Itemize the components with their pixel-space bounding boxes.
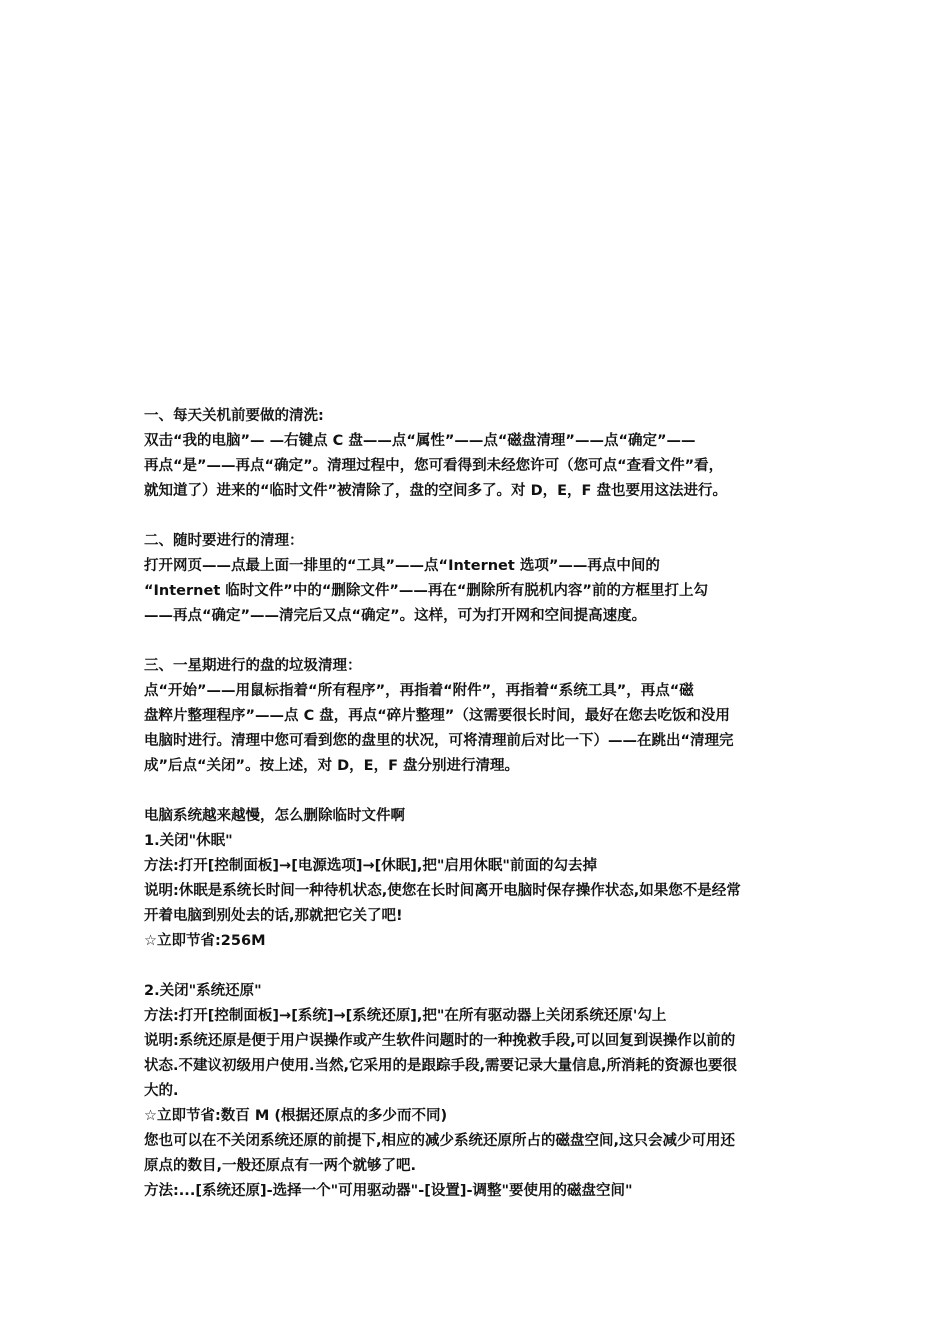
paragraph-gap	[144, 779, 814, 804]
paragraph-line: 您也可以在不关闭系统还原的前提下,相应的减少系统还原所占的磁盘空间,这只会减少可用还	[144, 1133, 736, 1149]
paragraph-line: 开着电脑到别处去的话,那就把它关了吧!	[144, 908, 403, 924]
item-title-hibernate: 1.关闭"休眠"	[144, 833, 233, 849]
paragraph-line: 状态.不建议初级用户使用.当然,它采用的是跟踪手段,需要记录大量信息,所消耗的资源也要很	[144, 1058, 738, 1074]
paragraph-line: 说明:休眠是系统长时间一种待机状态,使您在长时间离开电脑时保存操作状态,如果您不是经常	[144, 883, 741, 899]
savings-line: ☆立即节省:数百 M (根据还原点的多少而不同)	[144, 1108, 448, 1124]
paragraph-line: 打开网页——点最上面一排里的“工具”——点“Internet 选项”——再点中间的	[144, 558, 660, 574]
paragraph-line: 成”后点“关闭”。按上述，对 D，E，F 盘分别进行清理。	[144, 758, 520, 774]
section-heading-3: 三、一星期进行的盘的垃圾清理：	[144, 658, 362, 674]
section-heading-2: 二、随时要进行的清理：	[144, 533, 304, 549]
section-heading-4: 电脑系统越来越慢，怎么删除临时文件啊	[144, 808, 405, 824]
paragraph-line: 再点“是”——再点“确定”。清理过程中，您可看得到未经您许可（您可点“查看文件”看，	[144, 458, 724, 474]
paragraph-line: “Internet 临时文件”中的“删除文件”——再在“删除所有脱机内容”前的方框里打上勾	[144, 583, 708, 599]
paragraph-line: 双击“我的电脑”— —右键点 C 盘——点“属性”——点“磁盘清理”——点“确定”——	[144, 433, 696, 449]
paragraph-line: 方法:打开[控制面板]→[系统]→[系统还原],把"在所有驱动器上关闭系统还原'勾上	[144, 1008, 667, 1024]
section-heading-1: 一、每天关机前要做的清洗:	[144, 408, 324, 424]
item-title-system-restore: 2.关闭"系统还原"	[144, 983, 262, 999]
document-body	[144, 404, 814, 1204]
paragraph-line: 方法:...[系统还原]-选择一个"可用驱动器"-[设置]-调整"要使用的磁盘空间"	[144, 1183, 633, 1199]
paragraph-line: ——再点“确定”——清完后又点“确定”。这样，可为打开网和空间提高速度。	[144, 608, 647, 624]
paragraph-gap	[144, 629, 814, 654]
paragraph-line: 大的.	[144, 1083, 179, 1099]
paragraph-line: 原点的数目,一般还原点有一两个就够了吧.	[144, 1158, 417, 1174]
paragraph-line: 点“开始”——用鼠标指着“所有程序”，再指着“附件”，再指着“系统工具”，再点“磁	[144, 683, 694, 699]
paragraph-line: 电脑时进行。清理中您可看到您的盘里的状况，可将清理前后对比一下）——在跳出“清理完	[144, 733, 734, 749]
paragraph-gap	[144, 504, 814, 529]
paragraph-gap	[144, 954, 814, 979]
savings-line: ☆立即节省:256M	[144, 933, 266, 949]
paragraph-line: 方法:打开[控制面板]→[电源选项]→[休眠],把"启用休眠"前面的勾去掉	[144, 858, 597, 874]
paragraph-line: 盘粹片整理程序”——点 C 盘，再点“碎片整理”（这需要很长时间，最好在您去吃饭和没用	[144, 708, 730, 724]
paragraph-line: 说明:系统还原是便于用户误操作或产生软件问题时的一种挽救手段,可以回复到误操作以前的	[144, 1033, 736, 1049]
paragraph-line: 就知道了）进来的“临时文件”被清除了，盘的空间多了。对 D，E，F 盘也要用这法进行。	[144, 483, 727, 499]
